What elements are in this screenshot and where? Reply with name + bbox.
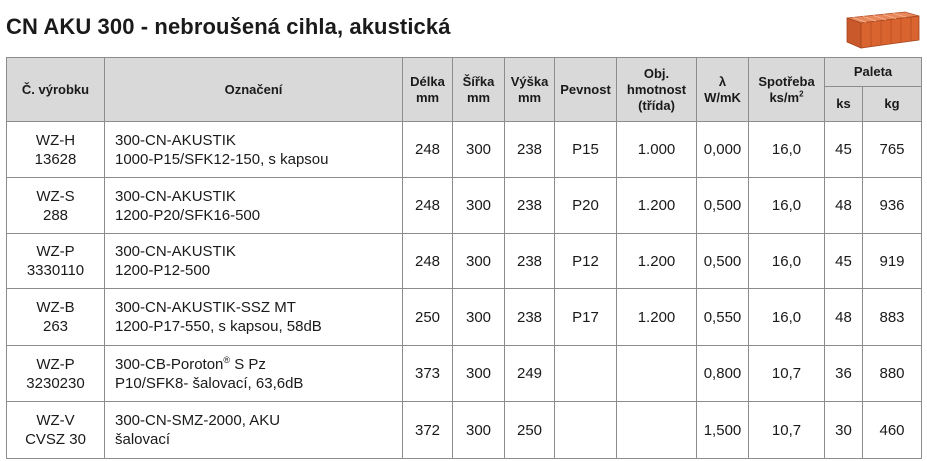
header-vyska: Výška mm	[505, 58, 555, 122]
cell-delka: 248	[403, 178, 453, 234]
cell-ks: 45	[825, 122, 863, 178]
cell-vyska: 238	[505, 122, 555, 178]
header-kg: kg	[863, 87, 922, 122]
cell-hmotnost: 1.200	[617, 178, 697, 234]
cell-lambda: 0,000	[697, 122, 749, 178]
cell-lambda: 0,500	[697, 178, 749, 234]
header-hmotnost: Obj. hmotnost (třída)	[617, 58, 697, 122]
cell-spotreba: 10,7	[749, 346, 825, 402]
cell-kg: 880	[863, 346, 922, 402]
cell-spotreba: 10,7	[749, 402, 825, 459]
cell-product-code: WZ-B 263	[7, 289, 105, 346]
cell-hmotnost	[617, 346, 697, 402]
cell-sirka: 300	[453, 402, 505, 459]
header-delka: Délka mm	[403, 58, 453, 122]
cell-product-code: WZ-V CVSZ 30	[7, 402, 105, 459]
cell-sirka: 300	[453, 122, 505, 178]
cell-delka: 373	[403, 346, 453, 402]
cell-lambda: 0,550	[697, 289, 749, 346]
cell-ks: 45	[825, 234, 863, 289]
cell-product-code: WZ-S 288	[7, 178, 105, 234]
cell-spotreba: 16,0	[749, 122, 825, 178]
cell-product-name: 300-CN-AKUSTIK-SSZ MT 1200-P17-550, s kapsou, 58dB	[105, 289, 403, 346]
cell-hmotnost: 1.200	[617, 289, 697, 346]
cell-product-code: WZ-P 3230230	[7, 346, 105, 402]
cell-lambda: 0,800	[697, 346, 749, 402]
cell-ks: 30	[825, 402, 863, 459]
header-pevnost: Pevnost	[555, 58, 617, 122]
cell-product-name: 300-CB-Poroton® S Pz P10/SFK8- šalovací, 63,6dB	[105, 346, 403, 402]
header-cislo: Č. výrobku	[7, 58, 105, 122]
cell-ks: 48	[825, 289, 863, 346]
cell-kg: 883	[863, 289, 922, 346]
table-row	[7, 178, 922, 234]
header-lambda: λ W/mK	[697, 58, 749, 122]
cell-pevnost: P15	[555, 122, 617, 178]
table-row	[7, 234, 922, 289]
cell-delka: 248	[403, 234, 453, 289]
cell-pevnost	[555, 402, 617, 459]
cell-sirka: 300	[453, 346, 505, 402]
table-row	[7, 122, 922, 178]
cell-spotreba: 16,0	[749, 178, 825, 234]
cell-product-name: 300-CN-SMZ-2000, AKU šalovací	[105, 402, 403, 459]
cell-hmotnost: 1.200	[617, 234, 697, 289]
cell-spotreba: 16,0	[749, 234, 825, 289]
page-title: CN AKU 300 - nebroušená cihla, akustická	[6, 14, 451, 39]
cell-ks: 36	[825, 346, 863, 402]
product-table	[6, 57, 922, 459]
cell-hmotnost: 1.000	[617, 122, 697, 178]
table-row	[7, 346, 922, 402]
cell-kg: 936	[863, 178, 922, 234]
cell-kg: 765	[863, 122, 922, 178]
cell-product-code: WZ-H 13628	[7, 122, 105, 178]
header-oznaceni: Označení	[105, 58, 403, 122]
table-body	[7, 122, 922, 459]
cell-pevnost: P20	[555, 178, 617, 234]
cell-vyska: 238	[505, 289, 555, 346]
cell-ks: 48	[825, 178, 863, 234]
cell-product-name: 300-CN-AKUSTIK 1000-P15/SFK12-150, s kapsou	[105, 122, 403, 178]
cell-vyska: 238	[505, 234, 555, 289]
cell-hmotnost	[617, 402, 697, 459]
cell-delka: 250	[403, 289, 453, 346]
cell-vyska: 249	[505, 346, 555, 402]
cell-vyska: 250	[505, 402, 555, 459]
cell-pevnost: P12	[555, 234, 617, 289]
table-row	[7, 289, 922, 346]
cell-product-name: 300-CN-AKUSTIK 1200-P12-500	[105, 234, 403, 289]
cell-kg: 460	[863, 402, 922, 459]
cell-vyska: 238	[505, 178, 555, 234]
cell-sirka: 300	[453, 234, 505, 289]
brick-icon	[843, 4, 923, 50]
cell-delka: 372	[403, 402, 453, 459]
cell-pevnost	[555, 346, 617, 402]
header-paleta: Paleta	[825, 58, 922, 87]
table-row	[7, 402, 922, 459]
cell-delka: 248	[403, 122, 453, 178]
cell-product-name: 300-CN-AKUSTIK 1200-P20/SFK16-500	[105, 178, 403, 234]
cell-spotreba: 16,0	[749, 289, 825, 346]
header-ks: ks	[825, 87, 863, 122]
cell-lambda: 0,500	[697, 234, 749, 289]
cell-kg: 919	[863, 234, 922, 289]
header-spotreba: Spotřeba $ks/m^2$	[749, 58, 825, 122]
cell-pevnost: P17	[555, 289, 617, 346]
cell-sirka: 300	[453, 178, 505, 234]
cell-sirka: 300	[453, 289, 505, 346]
cell-product-code: WZ-P 3330110	[7, 234, 105, 289]
cell-lambda: 1,500	[697, 402, 749, 459]
header-sirka: Šířka mm	[453, 58, 505, 122]
